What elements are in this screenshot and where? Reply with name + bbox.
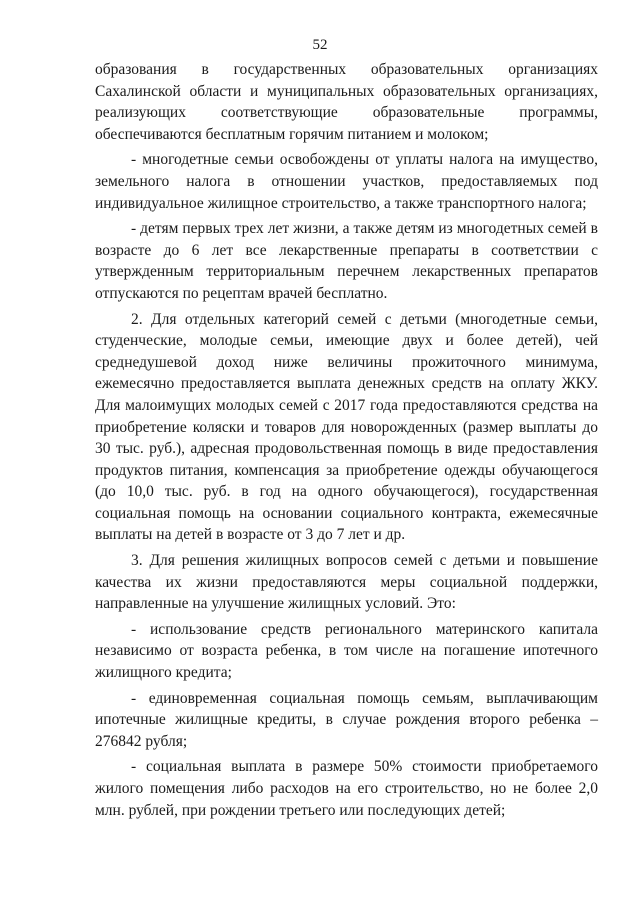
paragraph: - единовременная социальная помощь семьям, выплачивающим ипотечные жилищные кредиты, в случае рождения второго ребенка – 276842 рубля;	[95, 689, 598, 750]
paragraph: образования в государственных образовательных организациях Сахалинской области и муниципальных образовательных организациях, реализующих соответствующие образовательные программы, обеспечиваются бесплатным горячим питанием и молоком;	[95, 61, 598, 143]
page-number: 52	[312, 37, 328, 53]
paragraph: 2. Для отдельных категорий семей с детьми (многодетные семьи, студенческие, молодые семьи, имеющие двух и более детей), чей среднедушевой доход ниже величины прожиточного минимума, ежемесячно предоставляется выплата денежных средств на оплату ЖКУ. Для малоимущих молодых семей с 2017 года предоставляются средства на приобретение коляски и товаров для новорожденных (размер выплаты до 30 тыс. руб.), адресная продовольственная помощь в виде предоставления продуктов питания, компенсация за приобретение одежды обучающегося (до 10,0 тыс. руб. в год на одного обучающегося), государственная социальная помощь на основании социального контракта, ежемесячные выплаты на детей в возрасте от 3 до 7 лет и др.	[95, 310, 598, 544]
paragraph: - детям первых трех лет жизни, а также детям из многодетных семей в возрасте до 6 лет все лекарственные препараты в соответствии с утвержденным территориальным перечнем лекарственных препаратов отпускаются по рецептам врачей бесплатно.	[95, 220, 598, 302]
paragraph: - многодетные семьи освобождены от уплаты налога на имущество, земельного налога в отношении участков, предоставляемых под индивидуальное жилищное строительство, а также транспортного налога;	[95, 151, 598, 212]
document-body	[95, 59, 598, 821]
paragraph: 3. Для решения жилищных вопросов семей с детьми и повышение качества их жизни предоставляются меры социальной поддержки, направленные на улучшение жилищных условий. Это:	[95, 552, 598, 613]
paragraph: - использование средств регионального материнского капитала независимо от возраста ребенка, в том числе на погашение ипотечного жилищного кредита;	[95, 620, 598, 682]
paragraph: - социальная выплата в размере 50% стоимости приобретаемого жилого помещения либо расходов на его строительство, но не более 2,0 млн. рублей, при рождении третьего или последующих детей;	[95, 758, 598, 819]
